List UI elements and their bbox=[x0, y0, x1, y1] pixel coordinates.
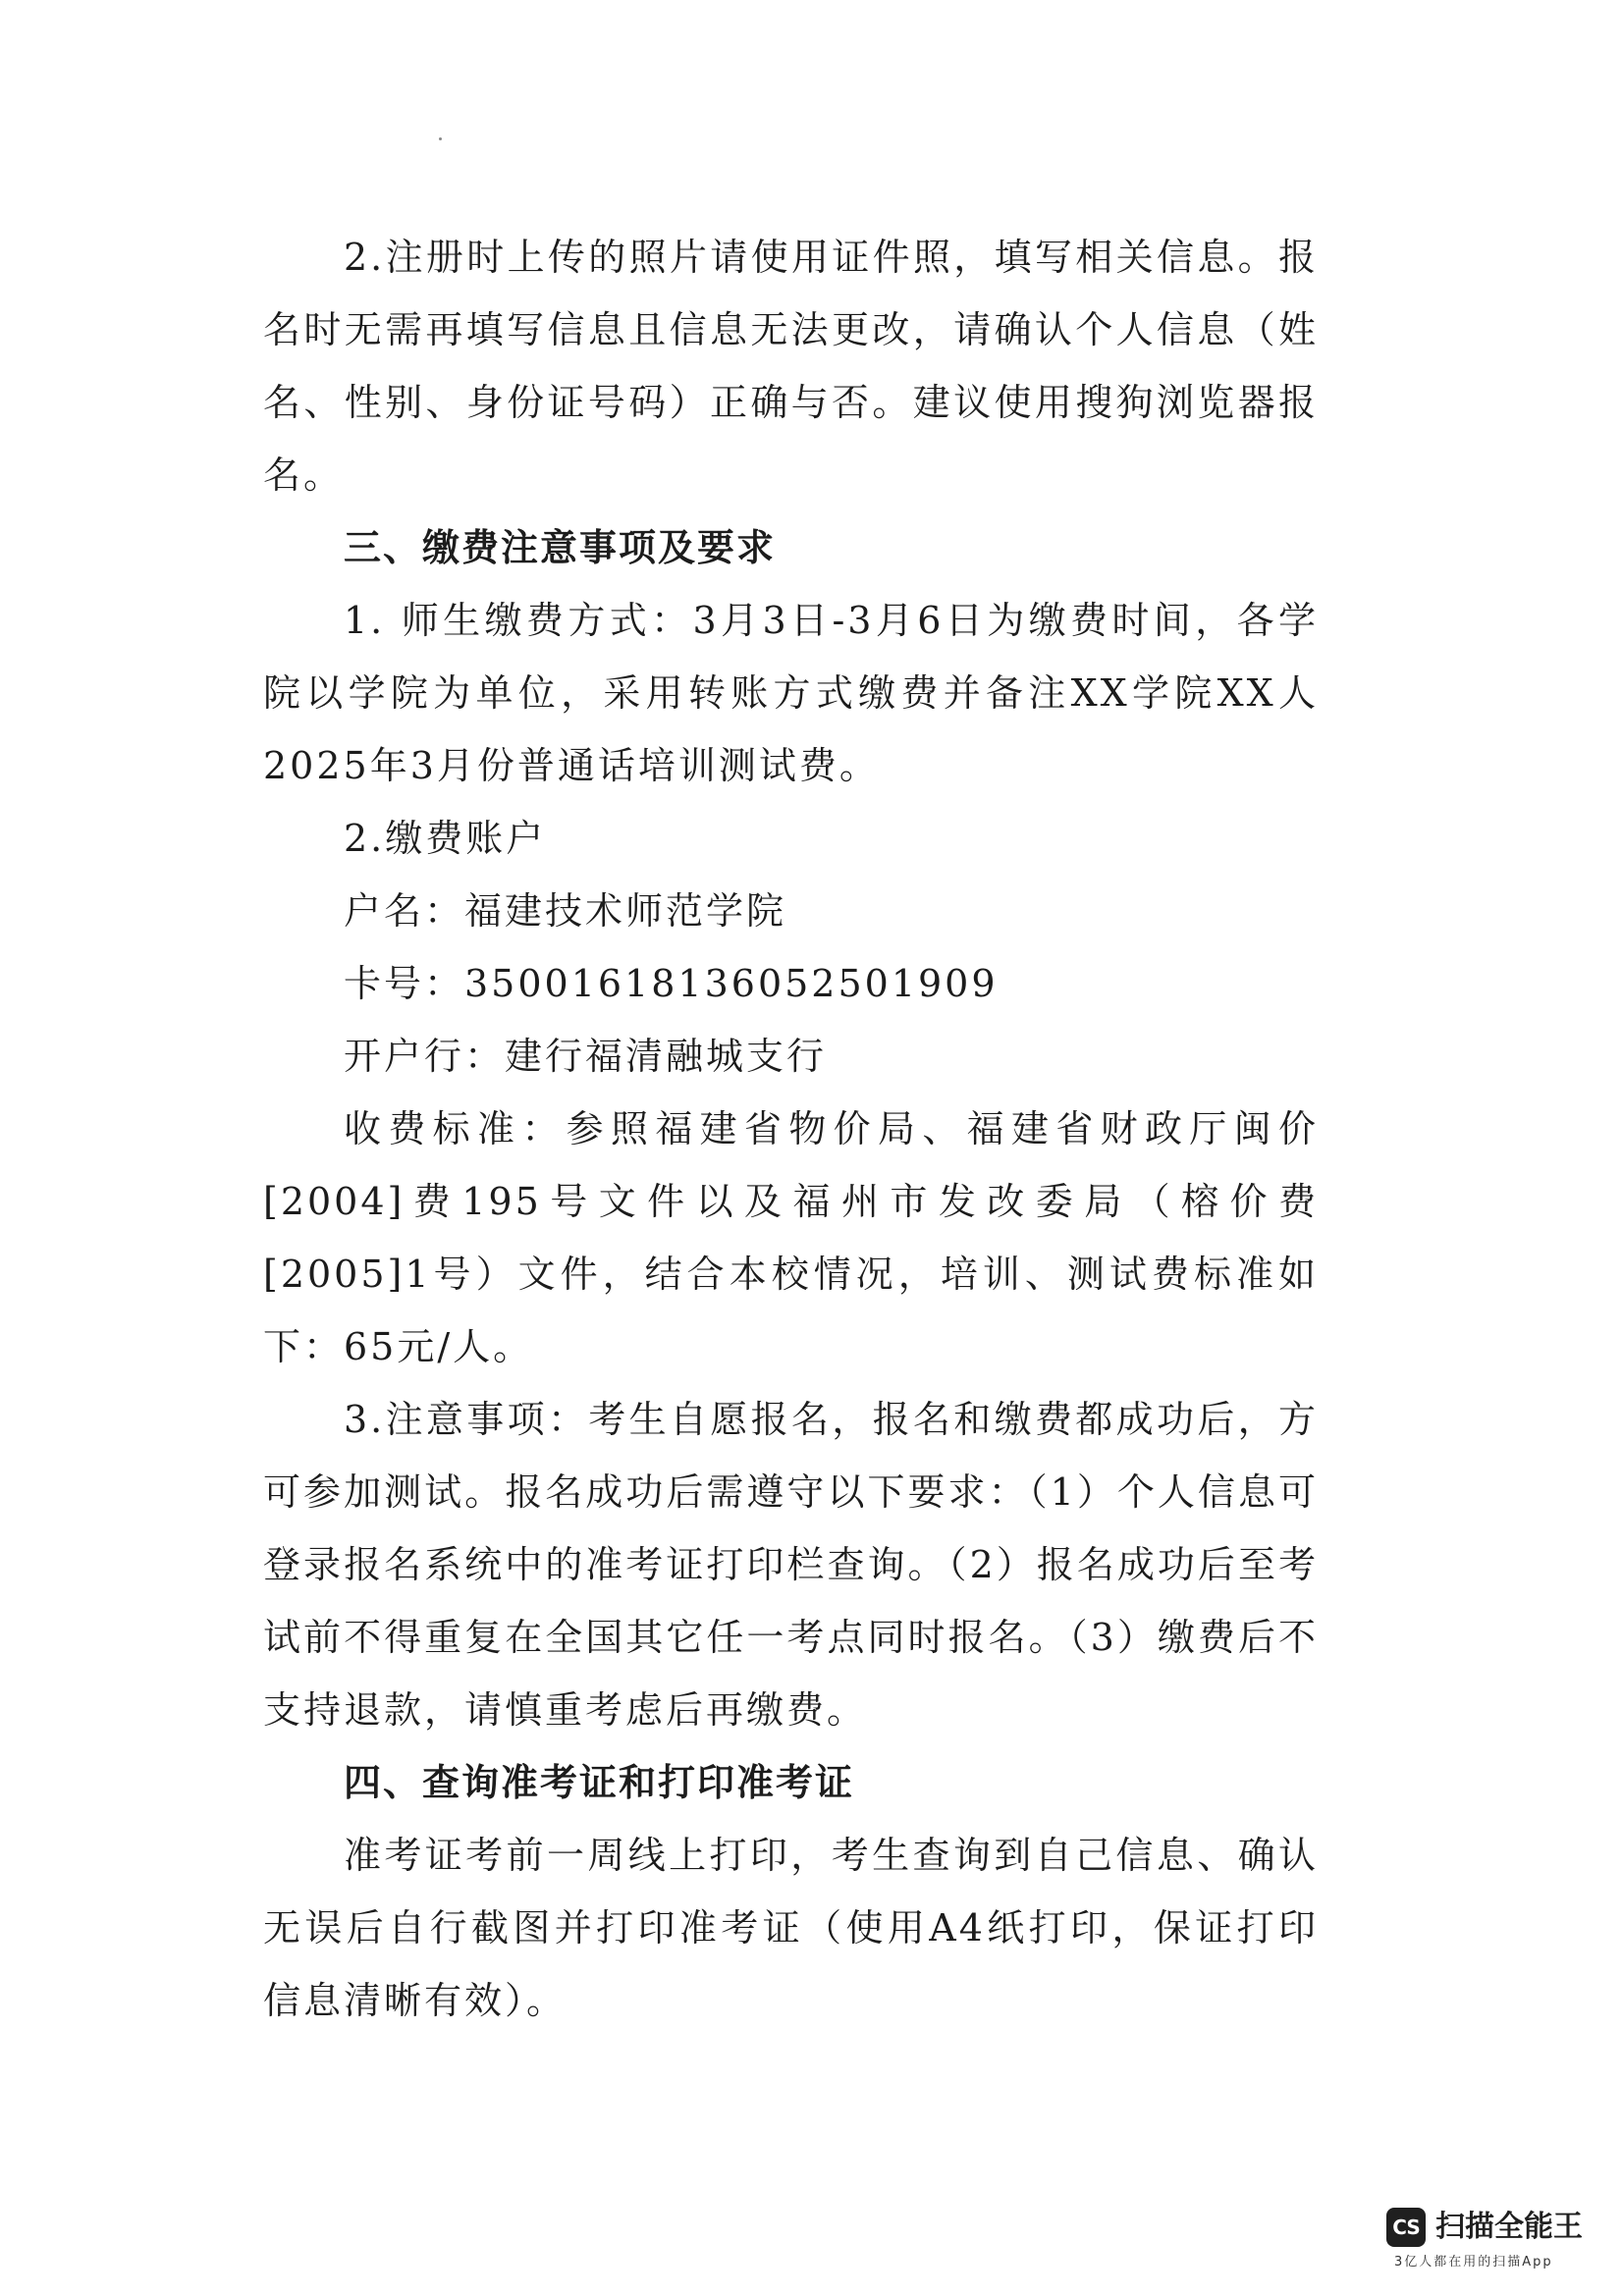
watermark-tagline: 3亿人都在用的扫描App bbox=[1394, 2255, 1553, 2269]
scan-speck bbox=[439, 137, 442, 140]
paragraph-payment-method: 1. 师生缴费方式：3月3日-3月6日为缴费时间，各学院以学院为单位，采用转账方式缴费并备注XX学院XX人2025年3月份普通话培训测试费。 bbox=[263, 599, 1319, 787]
paragraph-card-number: 卡号：35001618136052501909 bbox=[344, 962, 999, 1005]
paragraph-fee-standard: 收费标准：参照福建省物价局、福建省财政厅闽价[2004]费195号文件以及福州市发改委局（榕价费[2005]1号）文件，结合本校情况，培训、测试费标准如下：65元/人。 bbox=[263, 1107, 1319, 1368]
paragraph-notes: 3.注意事项：考生自愿报名，报名和缴费都成功后，方可参加测试。报名成功后需遵守以下要求：（1）个人信息可登录报名系统中的准考证打印栏查询。（2）报名成功后至考试前不得重复在全国其它任一考点同时报名。（3）缴费后不支持退款，请慎重考虑后再缴费。 bbox=[263, 1398, 1319, 1732]
document-body bbox=[263, 221, 1319, 2037]
paragraph-registration-photo: 2.注册时上传的照片请使用证件照，填写相关信息。报名时无需再填写信息且信息无法更改，请确认个人信息（姓名、性别、身份证号码）正确与否。建议使用搜狗浏览器报名。 bbox=[263, 236, 1319, 497]
scanner-watermark bbox=[1386, 2208, 1583, 2276]
paragraph-admission-ticket: 准考证考前一周线上打印，考生查询到自己信息、确认无误后自行截图并打印准考证（使用A4纸打印，保证打印信息清晰有效）。 bbox=[263, 1834, 1319, 2022]
heading-admission-ticket: 四、查询准考证和打印准考证 bbox=[344, 1761, 855, 1804]
paragraph-bank-branch: 开户行：建行福清融城支行 bbox=[344, 1035, 828, 1078]
watermark-app-name: 扫描全能王 bbox=[1435, 2210, 1583, 2244]
paragraph-payment-account: 2.缴费账户 bbox=[344, 817, 547, 860]
paragraph-account-name: 户名：福建技术师范学院 bbox=[344, 889, 787, 933]
cs-logo-icon: CS bbox=[1386, 2208, 1426, 2247]
heading-payment-notes: 三、缴费注意事项及要求 bbox=[344, 526, 777, 569]
